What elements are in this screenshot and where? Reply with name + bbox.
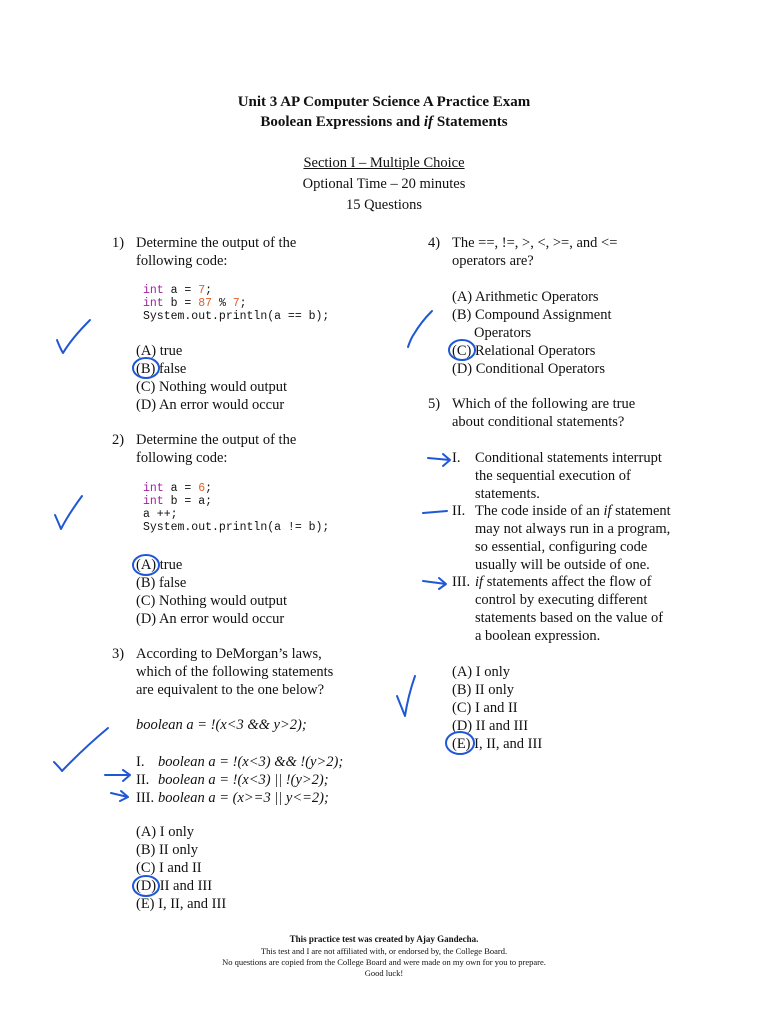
checkmark-icon: [55, 496, 82, 529]
answer-option[interactable]: (B) Compound Assignment: [452, 307, 612, 323]
arrow-icon: [423, 511, 447, 513]
question-text: Which of the following are true: [452, 396, 636, 412]
answer-option[interactable]: (D) II and III: [136, 878, 213, 894]
checkmark-icon: [57, 320, 90, 353]
statement-text: The code inside of an if statement: [475, 503, 671, 519]
statement-text: may not always run in a program,: [475, 521, 671, 537]
answer-option[interactable]: (C) Nothing would output: [136, 593, 288, 609]
answer-option[interactable]: (E) I, II, and III: [452, 736, 543, 752]
arrow-icon: [423, 578, 446, 589]
question-text: are equivalent to the one below?: [136, 682, 325, 698]
question-text: about conditional statements?: [452, 414, 625, 430]
question-text: which of the following statements: [136, 664, 334, 680]
boolean-expression: boolean a = !(x<3 && y>2);: [136, 717, 307, 733]
question-text: following code:: [136, 450, 228, 466]
exam-subtitle: Boolean Expressions and if Statements: [260, 114, 508, 130]
footer-credit: This practice test was created by Ajay Gandecha.: [289, 934, 479, 944]
answer-option[interactable]: (B) false: [136, 575, 187, 591]
statement-text: boolean a = (x>=3 || y<=2);: [158, 790, 329, 806]
footer-disclaimer: This test and I are not affiliated with, or endorsed by, the College Board.: [260, 946, 508, 956]
question-number: 3): [112, 646, 125, 662]
question-number: 2): [112, 432, 125, 448]
answer-option[interactable]: (D) An error would occur: [136, 397, 285, 413]
question-text: The ==, !=, >, <, >=, and <=: [452, 235, 618, 251]
answer-option[interactable]: (D) II and III: [452, 718, 529, 734]
answer-option[interactable]: (C) Relational Operators: [452, 343, 596, 359]
question-count: 15 Questions: [345, 197, 423, 213]
statement-text: usually will be outside of one.: [475, 557, 650, 573]
arrow-icon: [105, 770, 130, 781]
statement-text: a boolean expression.: [475, 628, 601, 644]
arrow-icon: [428, 454, 450, 466]
statement-text: if statements affect the flow of: [475, 574, 652, 590]
statement-label: II.: [452, 503, 466, 519]
statement-label: I.: [136, 754, 145, 770]
answer-option[interactable]: (A) true: [136, 557, 183, 573]
answer-option[interactable]: (D) Conditional Operators: [452, 361, 606, 377]
time-limit: Optional Time – 20 minutes: [302, 176, 466, 192]
answer-option[interactable]: (B) II only: [136, 842, 199, 858]
statement-text: statements.: [475, 486, 540, 502]
statement-text: the sequential execution of: [475, 468, 631, 484]
answer-option[interactable]: (A) true: [136, 343, 183, 359]
question-text: Determine the output of the: [136, 235, 297, 251]
statement-text: Conditional statements interrupt: [475, 450, 662, 466]
answer-option[interactable]: (D) An error would occur: [136, 611, 285, 627]
answer-option[interactable]: (A) I only: [136, 824, 194, 840]
answer-option[interactable]: (A) Arithmetic Operators: [452, 289, 599, 305]
statement-text: statements based on the value of: [475, 610, 664, 626]
answer-option[interactable]: (C) I and II: [136, 860, 202, 876]
answer-option[interactable]: (C) I and II: [452, 700, 518, 716]
question-number: 1): [112, 235, 125, 251]
statement-text: so essential, configuring code: [475, 539, 648, 555]
answer-option[interactable]: (C) Nothing would output: [136, 379, 288, 395]
statement-label: III.: [136, 790, 155, 806]
statement-label: I.: [452, 450, 461, 466]
statement-text: control by executing different: [475, 592, 648, 608]
statement-label: II.: [136, 772, 150, 788]
question-text: Determine the output of the: [136, 432, 297, 448]
checkmark-icon: [408, 311, 432, 347]
question-text: following code:: [136, 253, 228, 269]
checkmark-icon: [397, 676, 415, 716]
code-block: int a = 7; int b = 87 % 7; System.out.println(a == b);: [143, 284, 330, 323]
statement-label: III.: [452, 574, 471, 590]
answer-option[interactable]: (B) II only: [452, 682, 515, 698]
statement-text: boolean a = !(x<3) || !(y>2);: [158, 772, 329, 788]
question-number: 4): [428, 235, 441, 251]
code-block: int a = 6; int b = a; a ++; System.out.println(a != b);: [143, 482, 330, 534]
question-text: operators are?: [452, 253, 534, 269]
footer-closing: Good luck!: [364, 968, 404, 978]
answer-option[interactable]: (A) I only: [452, 664, 510, 680]
section-heading: Section I – Multiple Choice: [303, 155, 465, 171]
question-text: According to DeMorgan’s laws,: [136, 646, 322, 662]
exam-title: Unit 3 AP Computer Science A Practice Exam: [237, 94, 531, 110]
checkmark-icon: [54, 728, 108, 771]
answer-option[interactable]: (B) false: [136, 361, 187, 377]
arrow-icon: [111, 791, 128, 801]
question-number: 5): [428, 396, 441, 412]
answer-option-continued: Operators: [474, 325, 532, 341]
answer-option[interactable]: (E) I, II, and III: [136, 896, 227, 912]
footer-disclaimer: No questions are copied from the College Board and were made on my own for you to prepare.: [222, 957, 546, 967]
statement-text: boolean a = !(x<3) && !(y>2);: [158, 754, 344, 770]
